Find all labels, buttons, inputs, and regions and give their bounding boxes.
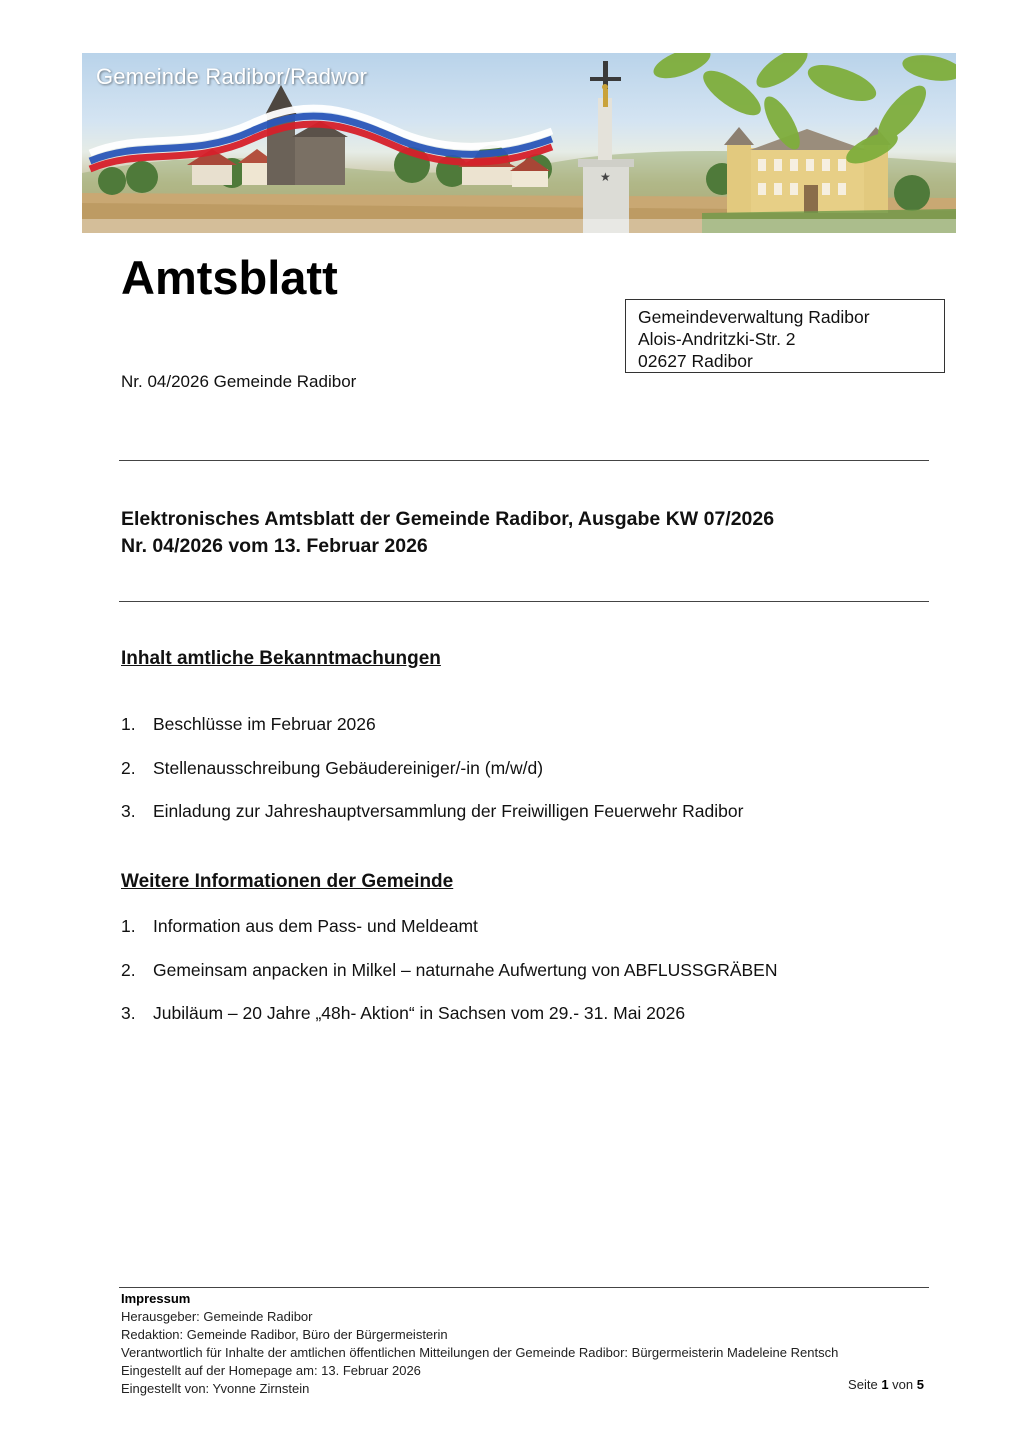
list-item-number: 2.: [121, 758, 136, 778]
church-tower: [265, 85, 348, 185]
document-title: Amtsblatt: [121, 251, 338, 304]
impressum: [121, 1290, 838, 1398]
impressum-posted-on: Eingestellt auf der Homepage am: 13. Februar 2026: [121, 1363, 421, 1378]
list-item-number: 1.: [121, 916, 136, 936]
divider-top: [119, 460, 929, 461]
section-title-further-info: Weitere Informationen der Gemeinde: [121, 871, 454, 892]
banner-title: Gemeinde Radibor/Radwor: [96, 64, 368, 89]
list-item-text: Jubiläum – 20 Jahre „48h- Aktion“ in Sachsen vom 29.- 31. Mai 2026: [153, 1003, 686, 1023]
impressum-responsible: Verantwortlich für Inhalte der amtlichen öffentlichen Mitteilungen der Gemeinde Radibor: Bürgermeisterin Madeleine Rentsch: [121, 1345, 839, 1360]
impressum-editor: Redaktion: Gemeinde Radibor, Büro der Bürgermeisterin: [121, 1327, 448, 1342]
divider-footer: [119, 1287, 929, 1288]
list-item[interactable]: [121, 960, 778, 981]
section-title-official: Inhalt amtliche Bekanntmachungen: [121, 648, 441, 669]
page-number: [848, 1377, 924, 1392]
page-label: Seite: [848, 1377, 878, 1392]
list-item-text: Beschlüsse im Februar 2026: [153, 714, 376, 734]
list-item[interactable]: [121, 801, 743, 822]
divider-middle: [119, 601, 929, 602]
impressum-publisher: Herausgeber: Gemeinde Radibor: [121, 1309, 313, 1324]
list-item-number: 3.: [121, 801, 136, 821]
wayside-cross: [578, 61, 634, 233]
list-item-number: 1.: [121, 714, 136, 734]
page-current: 1: [881, 1377, 889, 1392]
list-item-number: 2.: [121, 960, 136, 980]
address-box: [625, 299, 945, 373]
list-item-text: Gemeinsam anpacken in Milkel – naturnahe Aufwertung von ABFLUSSGRÄBEN: [153, 960, 778, 980]
list-item-text: Einladung zur Jahreshauptversammlung der Freiwilligen Feuerwehr Radibor: [153, 801, 744, 821]
list-item[interactable]: [121, 714, 376, 735]
headline-line-1: Elektronisches Amtsblatt der Gemeinde Radibor, Ausgabe KW 07/2026: [121, 508, 775, 530]
list-item-text: Stellenausschreibung Gebäudereiniger/-in (m/w/d): [153, 758, 544, 778]
list-item[interactable]: [121, 916, 478, 937]
issue-line: Nr. 04/2026 Gemeinde Radibor: [121, 372, 357, 391]
page-of-label: von: [892, 1377, 914, 1392]
impressum-posted-by: Eingestellt von: Yvonne Zirnstein: [121, 1381, 310, 1396]
header-banner: [82, 53, 956, 233]
address-line-2: Alois-Andritzki-Str. 2: [638, 329, 796, 349]
list-item[interactable]: [121, 1003, 685, 1024]
list-item[interactable]: [121, 758, 543, 779]
headline: [121, 506, 774, 560]
impressum-heading: Impressum: [121, 1291, 191, 1306]
address-line-1: Gemeindeverwaltung Radibor: [638, 307, 870, 327]
svg-text:★: ★: [600, 170, 611, 184]
list-item-text: Information aus dem Pass- und Meldeamt: [153, 916, 478, 936]
headline-line-2: Nr. 04/2026 vom 13. Februar 2026: [121, 535, 428, 557]
page-total: 5: [916, 1377, 924, 1392]
list-item-number: 3.: [121, 1003, 136, 1023]
address-line-3: 02627 Radibor: [638, 351, 753, 371]
